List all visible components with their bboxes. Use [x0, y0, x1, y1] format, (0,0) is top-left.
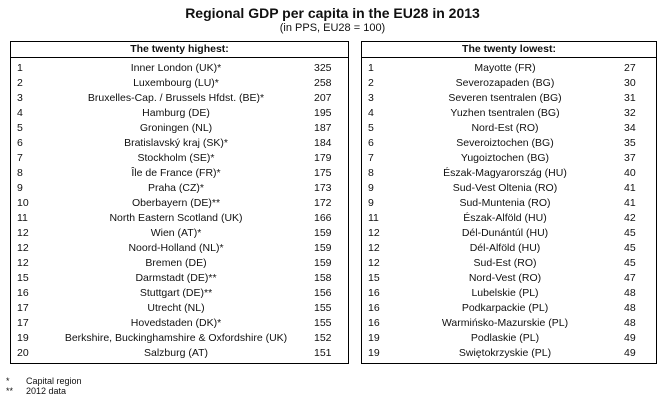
region-cell: Wien (AT)* — [150, 227, 202, 239]
table-row — [362, 226, 656, 241]
footnotes — [6, 376, 82, 396]
rank-cell: 12 — [17, 242, 29, 254]
region-cell: Yugoiztochen (BG) — [460, 152, 550, 164]
rank-cell: 5 — [368, 122, 374, 134]
region-cell: Severen tsentralen (BG) — [448, 92, 562, 104]
value-cell: 49 — [624, 347, 636, 359]
region-cell: Praha (CZ)* — [147, 182, 204, 194]
value-cell: 37 — [624, 152, 636, 164]
region-cell: Sud-Est (RO) — [473, 257, 537, 269]
value-cell: 30 — [624, 77, 636, 89]
lowest-table-body — [362, 58, 656, 363]
value-cell: 42 — [624, 212, 636, 224]
rank-cell: 16 — [368, 317, 380, 329]
region-cell: Utrecht (NL) — [147, 302, 205, 314]
table-row — [362, 346, 656, 361]
table-row — [11, 76, 348, 91]
rank-cell: 3 — [368, 92, 374, 104]
rank-cell: 12 — [17, 227, 29, 239]
table-row — [11, 121, 348, 136]
footnote — [6, 386, 82, 396]
rank-cell: 12 — [368, 257, 380, 269]
region-cell: North Eastern Scotland (UK) — [109, 212, 243, 224]
rank-cell: 20 — [17, 347, 29, 359]
rank-cell: 2 — [17, 77, 23, 89]
table-row — [11, 136, 348, 151]
value-cell: 49 — [624, 332, 636, 344]
region-cell: Severozapaden (BG) — [455, 77, 555, 89]
value-cell: 173 — [314, 182, 332, 194]
region-cell: Swiętokrzyskie (PL) — [458, 347, 552, 359]
rank-cell: 7 — [17, 152, 23, 164]
rank-cell: 6 — [17, 137, 23, 149]
table-row — [362, 91, 656, 106]
rank-cell: 4 — [17, 107, 23, 119]
region-cell: Noord-Holland (NL)* — [128, 242, 224, 254]
rank-cell: 17 — [17, 302, 29, 314]
rank-cell: 11 — [17, 212, 28, 224]
value-cell: 34 — [624, 122, 636, 134]
value-cell: 45 — [624, 242, 636, 254]
footnote-text: 2012 data — [26, 386, 67, 396]
rank-cell: 7 — [368, 152, 374, 164]
footnote — [6, 376, 82, 386]
table-row — [362, 331, 656, 346]
rank-cell: 3 — [17, 92, 23, 104]
region-cell: Podlaskie (PL) — [470, 332, 540, 344]
table-row — [11, 316, 348, 331]
value-cell: 175 — [314, 167, 332, 179]
value-cell: 45 — [624, 227, 636, 239]
rank-cell: 11 — [368, 212, 379, 224]
rank-cell: 17 — [17, 317, 29, 329]
table-row — [362, 271, 656, 286]
rank-cell: 1 — [17, 62, 23, 74]
region-cell: Mayotte (FR) — [474, 62, 536, 74]
value-cell: 48 — [624, 287, 636, 299]
region-cell: Darmstadt (DE)** — [135, 272, 217, 284]
region-cell: Warmińsko-Mazurskie (PL) — [441, 317, 569, 329]
region-cell: Inner London (UK)* — [130, 62, 222, 74]
rank-cell: 16 — [368, 287, 380, 299]
region-cell: Severoiztochen (BG) — [456, 137, 554, 149]
region-cell: Oberbayern (DE)** — [131, 197, 221, 209]
table-row — [11, 271, 348, 286]
table-row — [11, 151, 348, 166]
value-cell: 31 — [624, 92, 636, 104]
table-row — [362, 286, 656, 301]
table-row — [362, 256, 656, 271]
rank-cell: 12 — [368, 227, 380, 239]
table-row — [11, 211, 348, 226]
table-row — [11, 256, 348, 271]
table-row — [11, 331, 348, 346]
region-cell: Bratislavský kraj (SK)* — [124, 137, 228, 149]
rank-cell: 15 — [368, 272, 380, 284]
footnote-text: Capital region — [26, 376, 82, 386]
value-cell: 48 — [624, 317, 636, 329]
footnote-symbol: * — [6, 376, 10, 386]
rank-cell: 12 — [17, 257, 29, 269]
value-cell: 47 — [624, 272, 636, 284]
value-cell: 166 — [314, 212, 332, 224]
table-row — [362, 76, 656, 91]
rank-cell: 16 — [17, 287, 29, 299]
value-cell: 41 — [624, 197, 636, 209]
value-cell: 155 — [314, 317, 332, 329]
value-cell: 158 — [314, 272, 332, 284]
region-cell: Dél-Dunántúl (HU) — [461, 227, 549, 239]
value-cell: 207 — [314, 92, 332, 104]
region-cell: Hamburg (DE) — [142, 107, 210, 119]
table-row — [11, 346, 348, 361]
region-cell: Yuzhen tsentralen (BG) — [450, 107, 560, 119]
value-cell: 40 — [624, 167, 636, 179]
rank-cell: 4 — [368, 107, 374, 119]
table-row — [362, 181, 656, 196]
region-cell: Lubelskie (PL) — [471, 287, 539, 299]
rank-cell: 19 — [368, 332, 380, 344]
table-row — [362, 151, 656, 166]
table-row — [362, 316, 656, 331]
table-row — [362, 166, 656, 181]
page-subtitle: (in PPS, EU28 = 100) — [279, 22, 386, 34]
highest-table-header: The twenty highest: — [11, 42, 348, 58]
value-cell: 156 — [314, 287, 332, 299]
footnote-symbol: ** — [6, 386, 14, 396]
region-cell: Észak-Alföld (HU) — [463, 212, 547, 224]
rank-cell: 19 — [17, 332, 29, 344]
region-cell: Észak-Magyarország (HU) — [443, 167, 567, 179]
rank-cell: 5 — [17, 122, 23, 134]
region-cell: Hovedstaden (DK)* — [130, 317, 222, 329]
table-row — [11, 241, 348, 256]
highest-table-body — [11, 58, 348, 363]
region-cell: Berkshire, Buckinghamshire & Oxfordshire (UK) — [64, 332, 288, 344]
value-cell: 159 — [314, 227, 332, 239]
lowest-table-header: The twenty lowest: — [362, 42, 656, 58]
value-cell: 45 — [624, 257, 636, 269]
table-row — [11, 181, 348, 196]
rank-cell: 9 — [368, 182, 374, 194]
highest-table — [10, 41, 349, 364]
rank-cell: 6 — [368, 137, 374, 149]
region-cell: Luxembourg (LU)* — [133, 77, 219, 89]
table-row — [11, 301, 348, 316]
value-cell: 179 — [314, 152, 332, 164]
value-cell: 187 — [314, 122, 332, 134]
value-cell: 27 — [624, 62, 636, 74]
value-cell: 159 — [314, 242, 332, 254]
rank-cell: 2 — [368, 77, 374, 89]
rank-cell: 9 — [368, 197, 374, 209]
table-row — [362, 211, 656, 226]
value-cell: 152 — [314, 332, 332, 344]
region-cell: Île de France (FR)* — [131, 167, 221, 179]
region-cell: Bruxelles-Cap. / Brussels Hfdst. (BE)* — [87, 92, 265, 104]
value-cell: 159 — [314, 257, 332, 269]
value-cell: 195 — [314, 107, 332, 119]
region-cell: Sud-Vest Oltenia (RO) — [452, 182, 558, 194]
region-cell: Podkarpackie (PL) — [461, 302, 549, 314]
rank-cell: 15 — [17, 272, 29, 284]
rank-cell: 8 — [368, 167, 374, 179]
table-row — [362, 241, 656, 256]
value-cell: 184 — [314, 137, 332, 149]
rank-cell: 8 — [17, 167, 23, 179]
table-row — [11, 166, 348, 181]
region-cell: Nord-Vest (RO) — [468, 272, 542, 284]
rank-cell: 9 — [17, 182, 23, 194]
rank-cell: 12 — [368, 242, 380, 254]
value-cell: 325 — [314, 62, 332, 74]
table-row — [11, 286, 348, 301]
table-row — [11, 61, 348, 76]
region-cell: Bremen (DE) — [145, 257, 207, 269]
value-cell: 41 — [624, 182, 636, 194]
region-cell: Sud-Muntenia (RO) — [459, 197, 551, 209]
value-cell: 48 — [624, 302, 636, 314]
value-cell: 155 — [314, 302, 332, 314]
table-row — [362, 106, 656, 121]
table-row — [362, 121, 656, 136]
table-row — [362, 61, 656, 76]
value-cell: 151 — [314, 347, 332, 359]
value-cell: 172 — [314, 197, 332, 209]
region-cell: Dél-Alföld (HU) — [469, 242, 541, 254]
rank-cell: 10 — [17, 197, 29, 209]
region-cell: Salzburg (AT) — [144, 347, 208, 359]
value-cell: 258 — [314, 77, 332, 89]
table-row — [11, 196, 348, 211]
value-cell: 32 — [624, 107, 636, 119]
page-title: Regional GDP per capita in the EU28 in 2013 — [185, 5, 480, 21]
rank-cell: 1 — [368, 62, 374, 74]
table-row — [11, 106, 348, 121]
table-row — [362, 136, 656, 151]
table-row — [362, 301, 656, 316]
table-row — [11, 226, 348, 241]
region-cell: Stuttgart (DE)** — [139, 287, 213, 299]
region-cell: Stockholm (SE)* — [137, 152, 215, 164]
table-row — [362, 196, 656, 211]
region-cell: Groningen (NL) — [139, 122, 213, 134]
rank-cell: 19 — [368, 347, 380, 359]
lowest-table — [361, 41, 657, 364]
region-cell: Nord-Est (RO) — [471, 122, 539, 134]
value-cell: 35 — [624, 137, 636, 149]
table-row — [11, 91, 348, 106]
rank-cell: 16 — [368, 302, 380, 314]
